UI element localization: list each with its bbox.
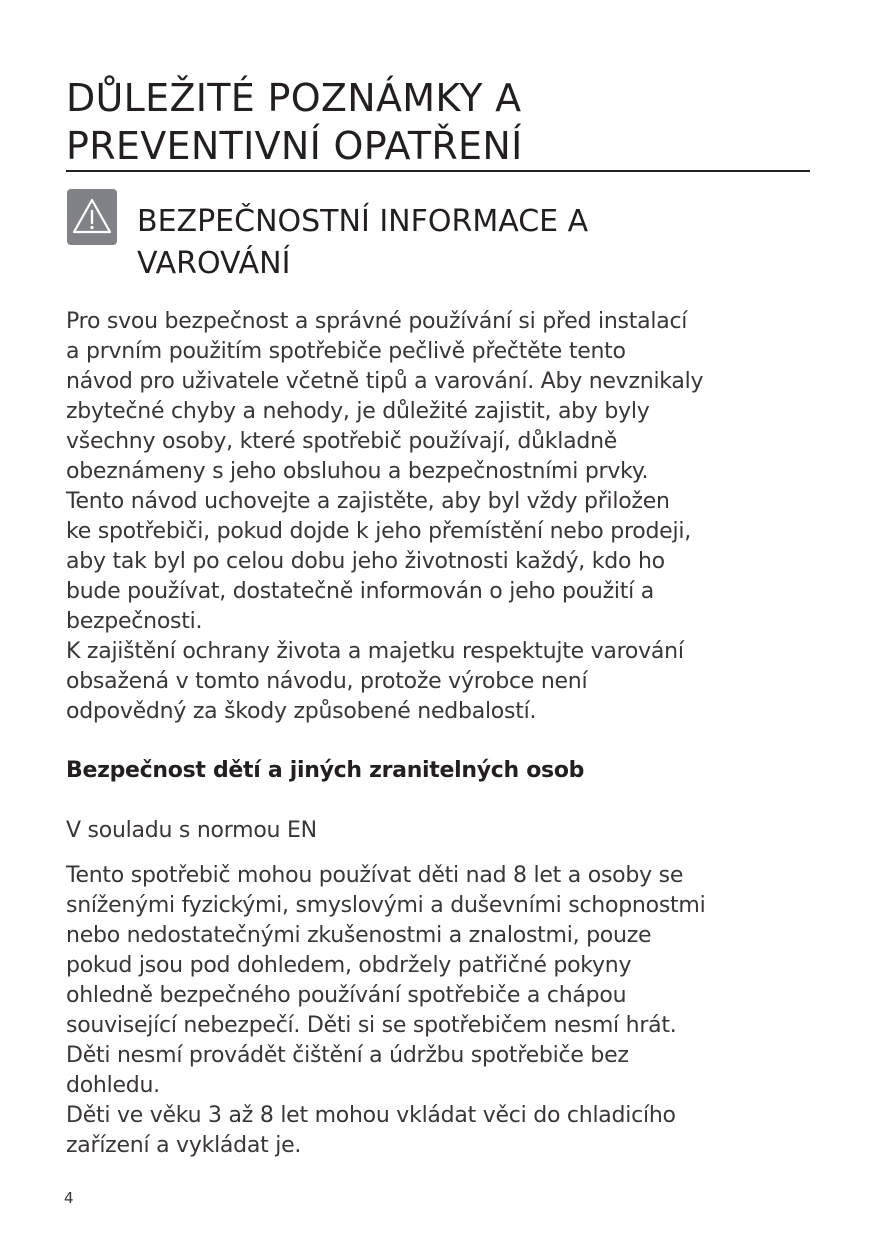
warning-triangle-icon [67,189,117,245]
child-safety-heading: Bezpečnost dětí a jiných zranitelných osob [66,758,585,783]
page-title: DŮLEŽITÉ POZNÁMKY A PREVENTIVNÍ OPATŘENÍ [66,76,523,168]
title-underline [66,170,810,172]
norm-statement: V souladu s normou EN [66,818,317,843]
safety-intro-paragraph: Pro svou bezpečnost a správné používání si před instalací a prvním použitím spotřebiče pečlivě přečtěte tento návod pro uživatele včetně tipů a varování. Aby nevznikaly zbytečné chyby a nehody, je důležité zajistit, aby byly všechny osoby, které spotřebič používají, důkladně obeznámeny s jeho obsluhou a bezpečnostními prvky. Tento návod uchovejte a zajistěte, aby byl vždy přiložen ke spotřebiči, pokud dojde k jeho přemístění nebo prodeji, aby tak byl po celou dobu jeho životnosti každý, kdo ho bude používat, dostatečně informován o jeho použití a bezpečnosti. K zajištění ochrany života a majetku respektujte varování obsažená v tomto návodu, protože výrobce není odpovědný za škody způsobené nedbalostí. [66,309,704,724]
section-title: BEZPEČNOSTNÍ INFORMACE A VAROVÁNÍ [137,204,589,281]
child-safety-paragraph: Tento spotřebič mohou používat děti nad 8 let a osoby se sníženými fyzickými, smyslovými a duševními schopnostmi nebo nedostatečnými zkušenostmi a znalostmi, pouze pokud jsou pod dohledem, obdržely patřičné pokyny ohledně bezpečného používání spotřebiče a chápou související nebezpečí. Děti si se spotřebičem nesmí hrát. Děti nesmí provádět čištění a údržbu spotřebiče bez dohledu. Děti ve věku 3 až 8 let mohou vkládat věci do chladicího zařízení a vykládat je. [66,863,706,1158]
page-number: 4 [64,1189,74,1207]
